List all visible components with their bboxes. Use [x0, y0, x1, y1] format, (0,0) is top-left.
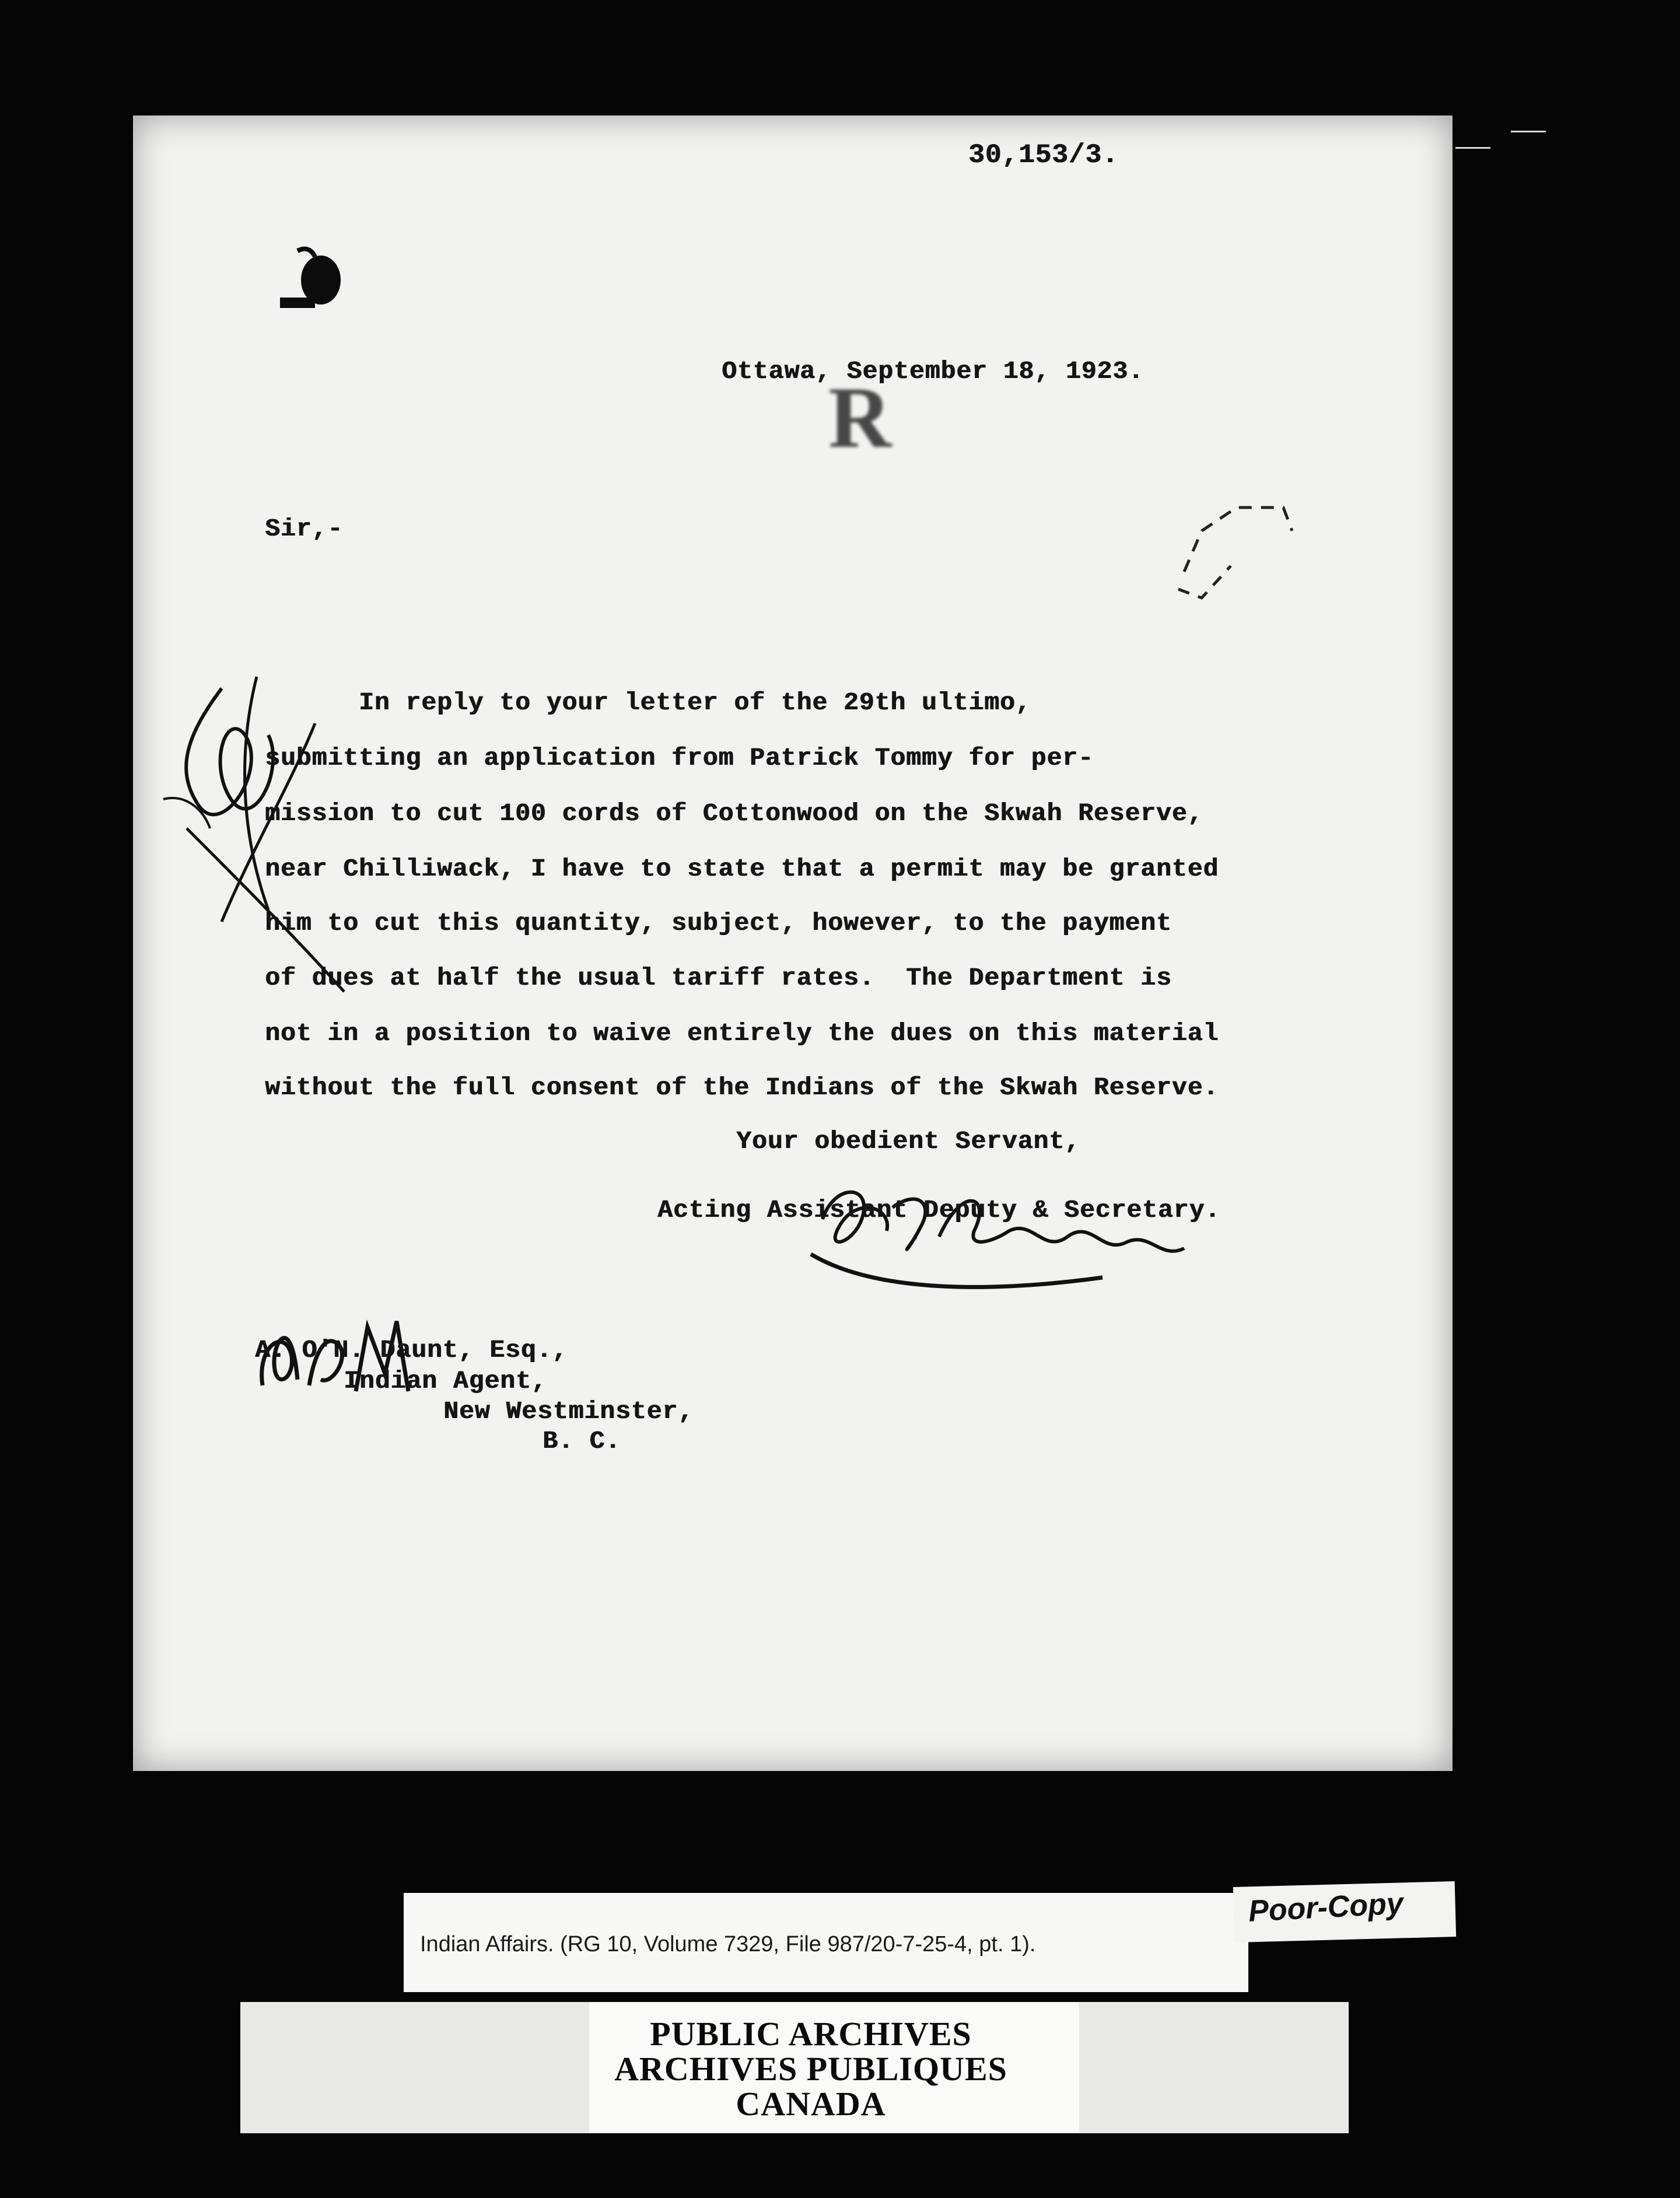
- signature-title: Acting Assistant Deputy & Secretary.: [657, 1196, 1220, 1224]
- archive-stamp-line: ARCHIVES PUBLIQUES: [614, 2050, 1007, 2088]
- received-stamp: R: [828, 369, 892, 466]
- body-line: of dues at half the usual tariff rates. The Department is: [265, 964, 1172, 992]
- closing-phrase: Your obedient Servant,: [736, 1127, 1080, 1156]
- archive-reference: Indian Affairs. (RG 10, Volume 7329, File 987/20-7-25-4, pt. 1).: [420, 1932, 1036, 1957]
- archive-stamp-line: CANADA: [736, 2085, 886, 2123]
- ink-blot-mark: [274, 233, 350, 321]
- address-line: B. C.: [542, 1427, 621, 1455]
- address-line: A. O'N. Daunt, Esq.,: [255, 1336, 568, 1364]
- address-line: Indian Agent,: [344, 1367, 547, 1395]
- body-line: mission to cut 100 cords of Cottonwood on the Skwah Reserve,: [265, 799, 1203, 828]
- body-line: him to cut this quantity, subject, however, to the payment: [265, 909, 1172, 937]
- archive-stamp-line: PUBLIC ARCHIVES: [650, 2015, 972, 2053]
- salutation: Sir,-: [265, 514, 344, 543]
- body-line: In reply to your letter of the 29th ultimo,: [265, 688, 1031, 717]
- signature: [799, 1172, 1219, 1307]
- marginal-handwriting: [152, 653, 362, 1003]
- edge-mark: [1455, 147, 1490, 149]
- file-number: 30,153/3.: [968, 140, 1119, 170]
- dateline: Ottawa, September 18, 1923.: [722, 357, 1144, 386]
- edge-mark: [1511, 131, 1546, 132]
- address-line: New Westminster,: [443, 1397, 694, 1426]
- dashed-pencil-mark: [1167, 496, 1307, 612]
- body-line: near Chilliwack, I have to state that a permit may be granted: [265, 855, 1219, 883]
- poor-copy-note: Poor-Copy: [1247, 1887, 1405, 1929]
- body-line: submitting an application from Patrick Tommy for per-: [265, 744, 1094, 772]
- body-line: not in a position to waive entirely the dues on this material: [265, 1019, 1219, 1048]
- body-line: without the full consent of the Indians of the Skwah Reserve.: [265, 1073, 1219, 1102]
